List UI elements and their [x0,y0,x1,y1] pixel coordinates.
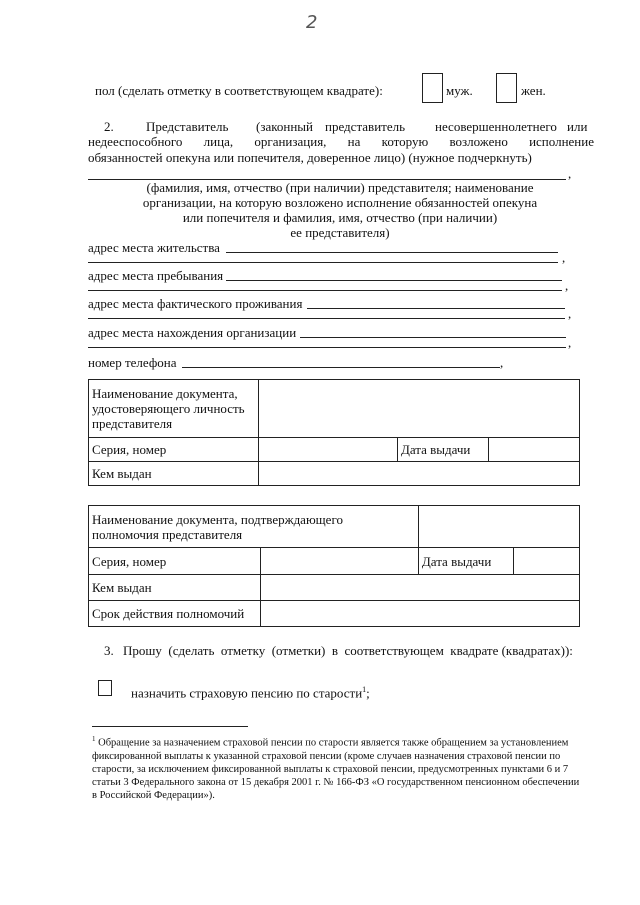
section2-line2: недееспособного лица, организация, на которую возложено исполнение [88,134,594,149]
female-checkbox[interactable] [496,73,517,103]
authority-issued-by-field[interactable] [261,575,580,601]
id-series-field[interactable] [259,438,398,462]
authority-series-field[interactable] [261,548,419,575]
trailing-comma: , [500,355,504,370]
authority-validity-label: Срок действия полномочий [89,601,261,627]
section2-word: представитель [325,119,406,134]
phone-field[interactable] [182,367,500,368]
section3-number: 3. [104,643,114,658]
id-document-table [88,379,580,486]
trailing-comma: , [568,166,572,181]
authority-series-label: Серия, номер [89,548,261,575]
id-issue-date-field[interactable] [489,438,580,462]
address-org-field[interactable] [300,337,566,338]
address-residence-field-2[interactable] [88,262,558,263]
authority-document-table [88,505,580,627]
id-series-label: Серия, номер [89,438,259,462]
address-org-label: адрес места нахождения организации [88,325,297,340]
address-actual-field[interactable] [307,308,565,309]
section2-word: несовершеннолетнего [435,119,557,134]
authority-issue-date-label: Дата выдачи [419,548,514,574]
trailing-comma: , [565,278,569,293]
female-label: жен. [521,83,546,98]
section3-text: Прошу (сделать отметку (отметки) в соответствующем квадрате (квадратах)): [123,643,573,658]
id-doc-name-label: Наименование документа, удостоверяющего личность представителя [89,380,259,438]
representative-caption: (фамилия, имя, отчество (при наличии) представителя; наименование организации, на которую возложено исполнение обязанностей опекуна или попечителя и фамилия, имя, отчество (при наличии) ее представителя) [142,180,538,240]
authority-doc-name-field[interactable] [418,506,579,548]
address-actual-label: адрес места фактического проживания [88,296,303,311]
page-number: 2 [306,12,318,33]
phone-label: номер телефона [88,355,177,370]
authority-doc-name-label: Наименование документа, подтверждающего полномочия представителя [89,506,419,548]
address-residence-label: адрес места жительства [88,240,220,255]
male-checkbox[interactable] [422,73,443,103]
id-doc-name-field[interactable] [259,380,580,438]
footnote-separator [92,726,248,727]
authority-issued-by-label: Кем выдан [89,575,261,601]
id-issue-date-label: Дата выдачи [398,438,489,462]
trailing-comma: , [568,335,572,350]
section2-number: 2. [104,119,114,134]
authority-issue-date-cell[interactable] [418,548,579,575]
authority-validity-field[interactable] [261,601,580,627]
trailing-comma: , [562,250,566,265]
old-age-pension-option: назначить страховую пенсию по старости$^1$; [131,685,370,701]
gender-label: пол (сделать отметку в соответствующем квадрате): [95,83,383,98]
address-stay-field-2[interactable] [88,290,562,291]
address-stay-label: адрес места пребывания [88,268,224,283]
trailing-comma: , [568,306,572,321]
address-residence-field[interactable] [226,252,558,253]
id-issued-by-label: Кем выдан [89,462,259,486]
section2-word: (законный [256,119,313,134]
section2-word: Представитель [146,119,229,134]
address-stay-field[interactable] [226,280,562,281]
authority-issue-date-field[interactable] [513,548,579,574]
old-age-pension-checkbox[interactable] [98,680,112,696]
address-actual-field-2[interactable] [88,318,565,319]
section2-line3: обязанностей опекуна или попечителя, доверенное лицо) (нужное подчеркнуть) [88,150,532,165]
section2-word: или [567,119,588,134]
id-issued-by-field[interactable] [259,462,580,486]
footnote: $^1$ Обращение за назначением страховой пенсии по старости является также обращением за установлением фиксированной выплаты к указанной страховой пенсии (кроме случаев назначения страховой пенсии по старости, за исключением фиксированной выплаты к страховой пенсии, предусмотренных пунктами 6 и 7 статьи 3 Федерального закона от 15 декабря 2001 г. № 166-ФЗ «О государственном пенсионном обеспечении в Российской Федерации»). [92,735,580,801]
address-org-field-2[interactable] [88,347,566,348]
male-label: муж. [446,83,473,98]
